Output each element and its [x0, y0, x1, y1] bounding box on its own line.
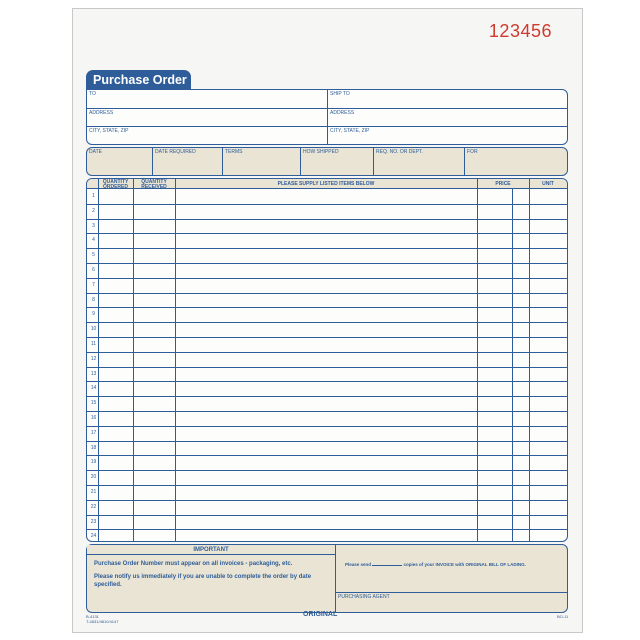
table-row-line	[87, 455, 567, 456]
row-number: 1	[92, 193, 95, 199]
send-suffix: copies of your INVOICE with ORIGINAL BILL OF LADING.	[403, 562, 526, 567]
to-label: TO	[89, 91, 96, 97]
table-row-line	[87, 263, 567, 264]
terms-label: TERMS	[225, 149, 243, 155]
form-code-2: T-4831/4810/4147	[86, 619, 119, 624]
items-table-header	[87, 179, 567, 189]
row-number: 13	[90, 370, 97, 377]
items-table	[86, 178, 568, 542]
req-no-label: REQ. NO. OR DEPT.	[376, 149, 423, 155]
row-number: 3	[92, 222, 95, 229]
row-number: 5	[92, 252, 95, 259]
col-unit: UNIT	[542, 181, 554, 187]
date-required-label: DATE REQUIRED	[155, 149, 196, 155]
how-shipped-label: HOW SHIPPED	[303, 149, 339, 155]
purchase-order-form	[72, 8, 583, 633]
table-row-line	[87, 307, 567, 308]
row-number: 24	[90, 533, 97, 540]
form-code-1: B-4131	[86, 614, 99, 619]
table-row-line	[87, 485, 567, 486]
table-row-line	[87, 219, 567, 220]
for-label: FOR	[467, 149, 478, 155]
city-label: CITY, STATE, ZIP	[89, 128, 129, 134]
row-number: 12	[90, 355, 97, 362]
table-row-line	[87, 500, 567, 501]
invoice-instructions	[336, 544, 568, 613]
row-number: 17	[90, 429, 97, 436]
table-row-line	[87, 278, 567, 279]
table-row-line	[87, 233, 567, 234]
row-number: 22	[90, 503, 97, 510]
col-price: PRICE	[495, 181, 511, 187]
row-number: 14	[90, 385, 97, 392]
important-line-1: Purchase Order Number must appear on all invoices - packaging, etc.	[94, 561, 293, 567]
table-row-line	[87, 293, 567, 294]
table-row-line	[87, 441, 567, 442]
table-row-line	[87, 337, 567, 338]
copies-blank	[372, 565, 402, 566]
row-number: 21	[90, 489, 97, 495]
row-number: 8	[92, 296, 95, 303]
order-info-row	[86, 147, 568, 176]
row-number: 11	[90, 341, 97, 347]
row-number: 2	[92, 207, 95, 214]
address-label: ADDRESS	[89, 110, 114, 116]
table-row-line	[87, 426, 567, 427]
row-number: 20	[90, 474, 97, 481]
col-qty-received: QUANTITY RECEIVED	[141, 179, 167, 190]
row-number: 7	[92, 281, 95, 288]
col-qty-ordered: QUANTITY ORDERED	[102, 179, 129, 190]
ship-address-label: ADDRESS	[330, 110, 355, 116]
ship-city-label: CITY, STATE, ZIP	[330, 128, 370, 134]
important-line-2: Please notify us immediately if you are unable to complete the order by date specified.	[94, 574, 312, 588]
table-row-line	[87, 396, 567, 397]
row-number: 18	[90, 444, 97, 451]
row-number: 19	[90, 459, 97, 466]
col-items: PLEASE SUPPLY LISTED ITEMS BELOW	[277, 181, 375, 187]
row-number: 4	[92, 237, 95, 244]
important-title: IMPORTANT	[87, 545, 335, 555]
row-number: 9	[92, 311, 95, 318]
table-row-line	[87, 248, 567, 249]
form-title: Purchase Order	[86, 70, 191, 90]
original-label: ORIGINAL	[303, 611, 338, 618]
form-code-right: BO-11	[557, 614, 569, 619]
table-row-line	[87, 367, 567, 368]
table-row-line	[87, 470, 567, 471]
send-prefix: Please send	[345, 562, 372, 567]
purchasing-agent-label: PURCHASING AGENT	[338, 594, 390, 600]
important-notice	[86, 544, 336, 613]
date-label: DATE	[89, 149, 102, 155]
row-number: 16	[90, 415, 97, 421]
row-number: 23	[90, 518, 97, 525]
serial-number: 123456	[488, 21, 552, 41]
send-instruction	[345, 562, 526, 567]
row-number: 10	[90, 326, 97, 333]
table-row-line	[87, 322, 567, 323]
table-row-line	[87, 515, 567, 516]
table-row-line	[87, 352, 567, 353]
row-number: 15	[90, 400, 97, 407]
ship-to-label: SHIP TO	[330, 91, 350, 97]
address-block	[86, 89, 568, 145]
table-row-line	[87, 204, 567, 205]
table-row-line	[87, 411, 567, 412]
table-row-line	[87, 529, 567, 530]
table-row-line	[87, 381, 567, 382]
row-number: 6	[92, 267, 95, 273]
